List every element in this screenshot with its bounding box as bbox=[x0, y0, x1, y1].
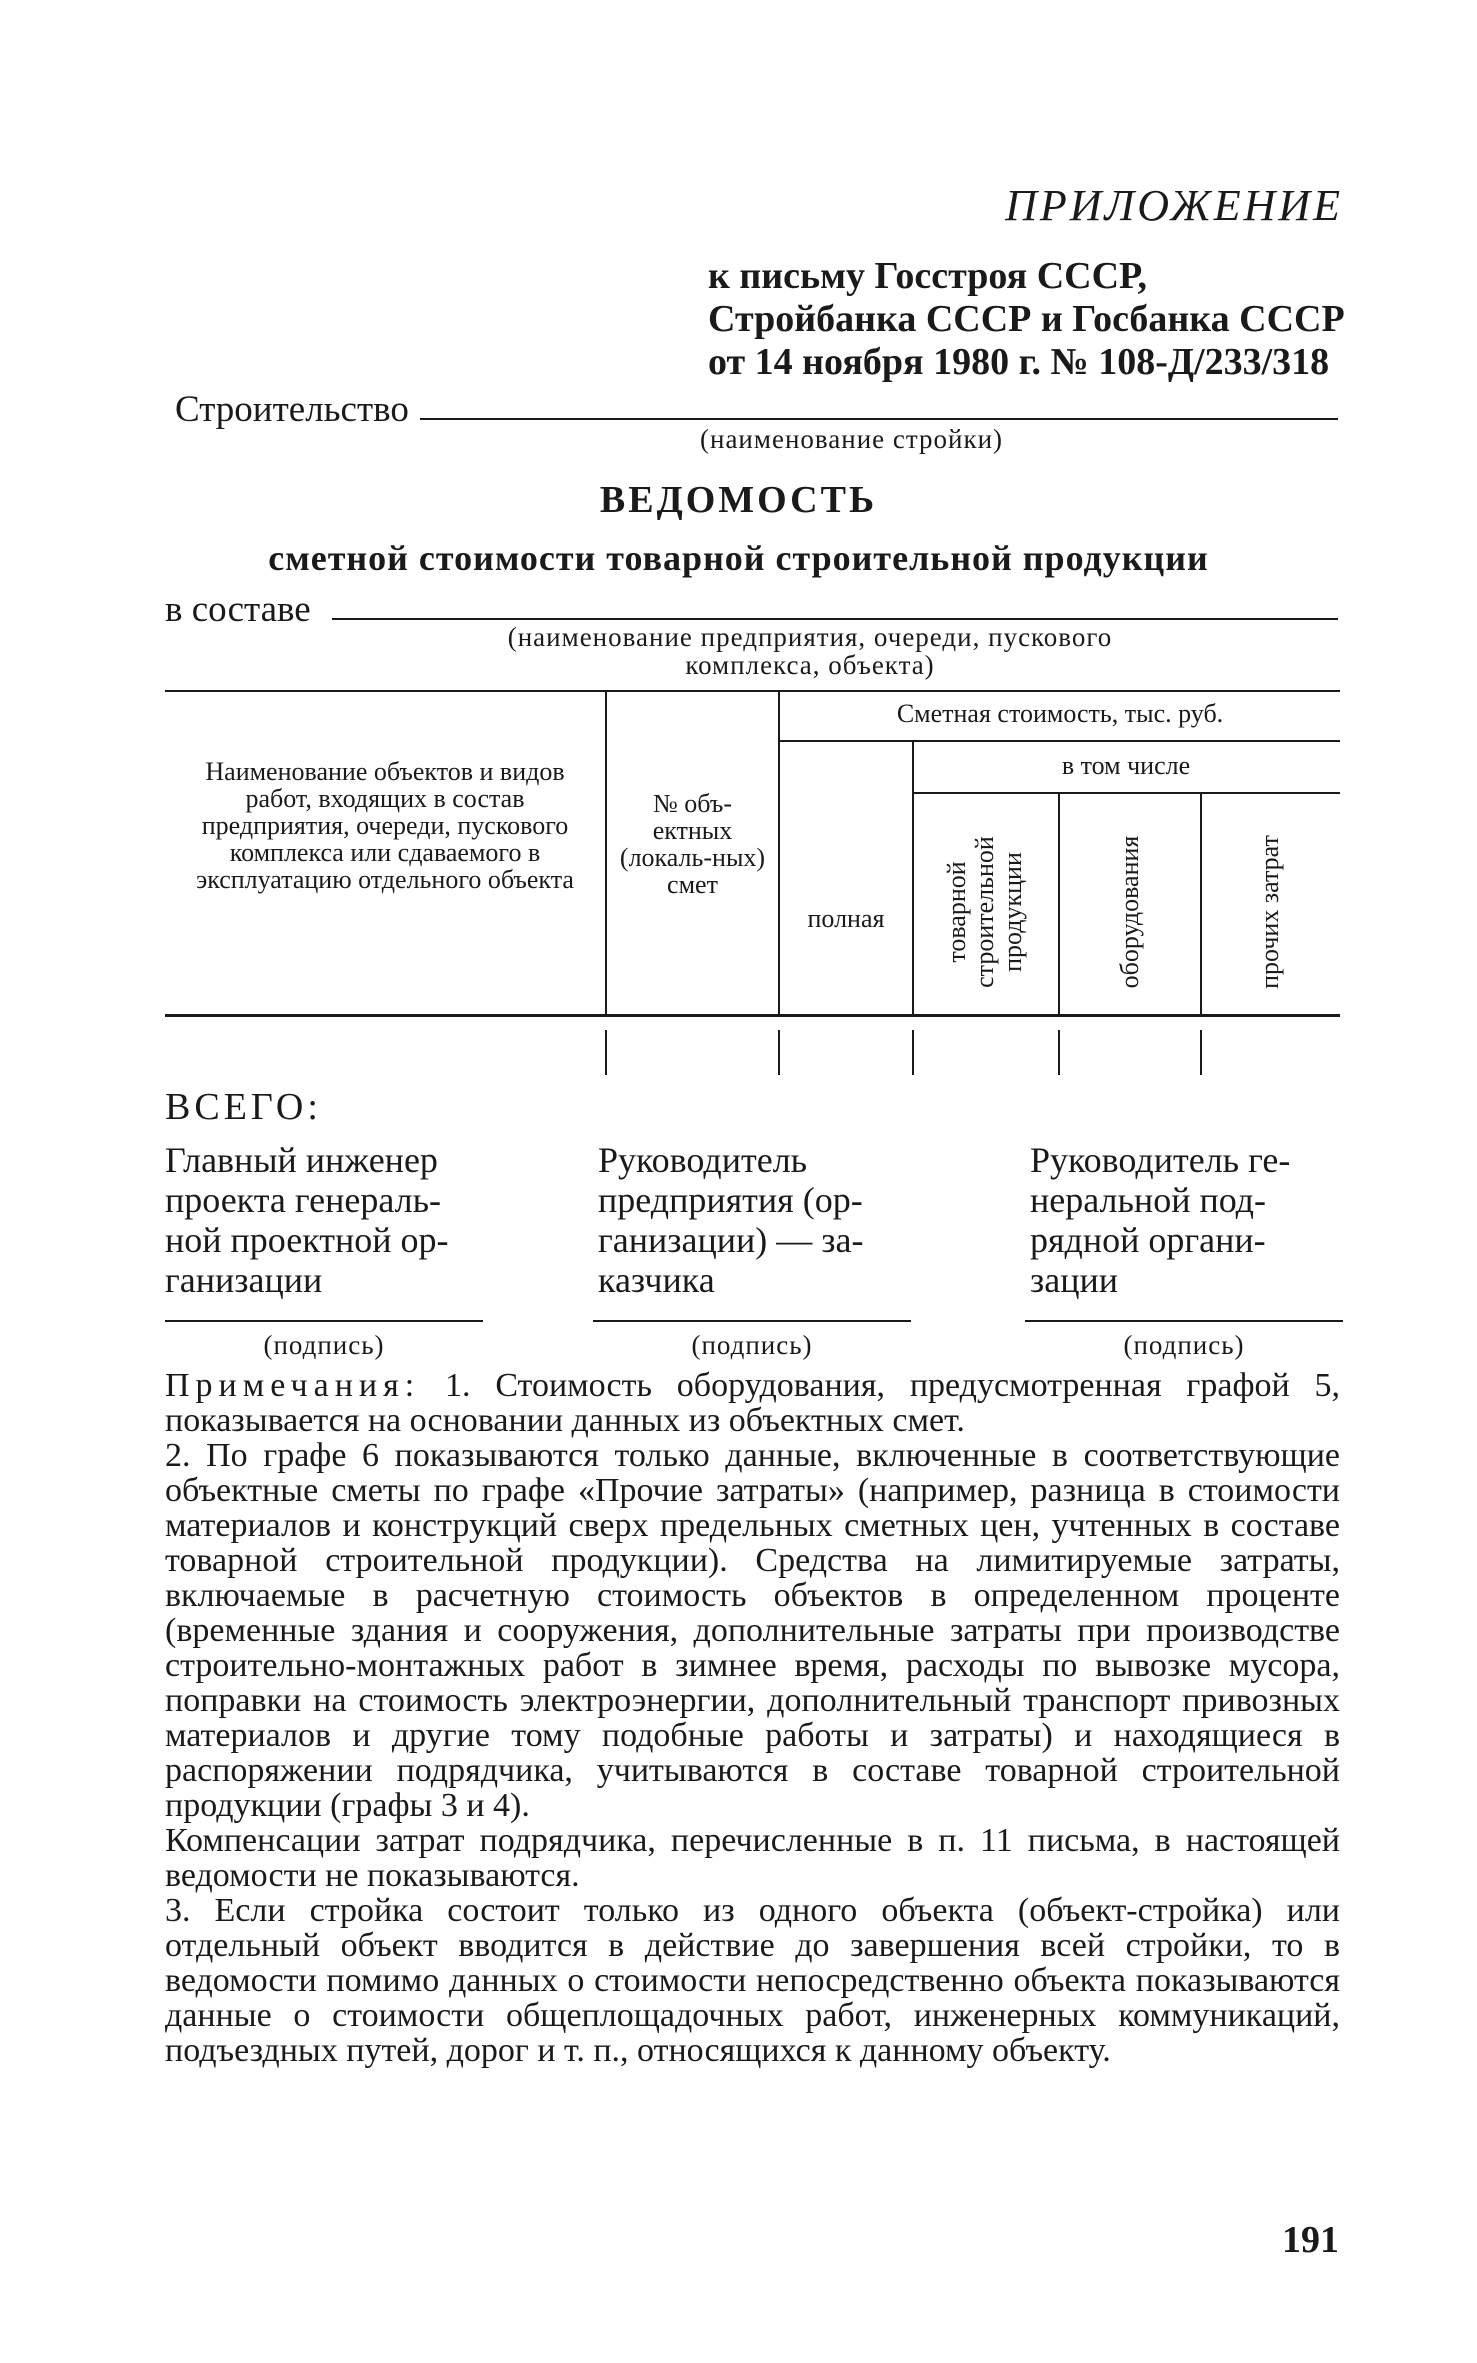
header-construction-products: товарной строительной продукции bbox=[942, 836, 1027, 988]
document-title: ВЕДОМОСТЬ bbox=[599, 479, 878, 521]
signature-chief-engineer: Главный инженер проекта генераль-ной проектной ор-ганизации bbox=[165, 1140, 449, 1300]
group-header-rule bbox=[778, 740, 1340, 742]
col-divider bbox=[912, 742, 914, 1017]
header-equipment: оборудования bbox=[1115, 835, 1144, 989]
document-subtitle: сметной стоимости товарной строительной продукции bbox=[268, 538, 1209, 578]
note-2-compensation: Компенсации затрат подрядчика, перечисленные в п. 11 письма, в настоящей ведомости не показываются. bbox=[165, 1822, 1340, 1894]
col-stub bbox=[1058, 1030, 1060, 1075]
note-1: 1. Стоимость оборудования, предусмотренная графой 5, показывается на основании данных из объектных смет. bbox=[165, 1367, 1340, 1439]
signature-contractor-head: Руководитель ге-неральной под-рядной органи-зации bbox=[1030, 1140, 1291, 1300]
note-2: 2. По графе 6 показываются только данные, включенные в соответствующие объектные сметы по графе «Прочие затраты» (например, разница в стоимости материалов и конструкций сверх предельных сметных цен, учтенных в составе товарной строительной продукции). Средства на лимитируемые затраты, включаемые в расчетную стоимость объектов в определенном проценте (временные здания и сооружения, дополнительные затраты при производстве строительно-монтажных работ в зимнее время, расходы по вывозке мусора, поправки на стоимость электроэнергии, дополнительный транспорт привозных материалов и другие тому подобные работы и затраты) и находящиеся в распоряжении подрядчика, учитываются в составе товарной строительной продукции (графы 3 и 4). bbox=[165, 1437, 1340, 1824]
header-full-cost: полная bbox=[807, 904, 885, 933]
header-including: в том числе bbox=[1061, 751, 1191, 780]
letter-reference-line: от 14 ноября 1980 г. № 108-Д/233/318 bbox=[708, 341, 1330, 383]
col-divider bbox=[778, 690, 780, 1017]
construction-fill-line bbox=[420, 418, 1338, 420]
notes-heading: Примечания: bbox=[165, 1367, 421, 1404]
header-object-name: Наименование объектов и видов работ, входящих в состав предприятия, очереди, пускового комплекса или сдаваемого в эксплуатацию отдельного объекта bbox=[196, 757, 574, 894]
notes-block bbox=[165, 1368, 1340, 2068]
header-other-costs: прочих затрат bbox=[1255, 835, 1284, 989]
col-stub bbox=[778, 1030, 780, 1075]
signature-line bbox=[1025, 1320, 1343, 1322]
table-top-rule bbox=[165, 690, 1340, 692]
col-divider bbox=[1200, 794, 1202, 1017]
header-estimated-cost: Сметная стоимость, тыс. руб. bbox=[896, 699, 1224, 728]
page-number: 191 bbox=[1282, 2219, 1339, 2261]
appendix-heading: ПРИЛОЖЕНИЕ bbox=[1005, 181, 1343, 230]
composition-fill-line bbox=[332, 618, 1338, 620]
construction-label: Строительство bbox=[175, 389, 409, 430]
signature-line bbox=[165, 1320, 483, 1322]
subgroup-header-rule bbox=[912, 792, 1340, 794]
letter-reference-line: к письму Госстроя СССР, bbox=[708, 255, 1147, 297]
signature-caption: (подпись) bbox=[1123, 1330, 1245, 1360]
composition-label: в составе bbox=[165, 589, 311, 630]
signature-caption: (подпись) bbox=[263, 1330, 385, 1360]
note-paragraph bbox=[165, 1368, 1340, 1438]
note-3: 3. Если стройка состоит только из одного объекта (объект-стройка) или отдельный объект вводится в действие до завершения всей стройки, то в ведомости помимо данных о стоимости непосредственно объекта показываются данные о стоимости общеплощадочных работ, инженерных коммуникаций, подъездных путей, дорог и т. п., относящихся к данному объекту. bbox=[165, 1892, 1340, 2069]
col-stub bbox=[605, 1030, 607, 1075]
construction-caption: (наименование стройки) bbox=[700, 424, 1004, 454]
table-header-bottom-rule bbox=[165, 1014, 1340, 1017]
col-divider bbox=[605, 690, 607, 1017]
col-stub bbox=[912, 1030, 914, 1075]
signature-caption: (подпись) bbox=[691, 1330, 813, 1360]
signature-customer-head: Руководитель предприятия (ор-ганизации) — за-казчика bbox=[598, 1140, 864, 1300]
composition-caption-line1: (наименование предприятия, очереди, пускового bbox=[507, 622, 1113, 652]
header-estimate-number: № объ-ектных (локаль-ных) смет bbox=[619, 789, 766, 899]
col-stub bbox=[1200, 1030, 1202, 1075]
col-divider bbox=[1058, 794, 1060, 1017]
letter-reference-line: Стройбанка СССР и Госбанка СССР bbox=[708, 298, 1345, 340]
total-label: ВСЕГО: bbox=[165, 1086, 322, 1128]
letter-reference bbox=[708, 255, 1345, 384]
signature-line bbox=[593, 1320, 911, 1322]
composition-caption-line2: комплекса, объекта) bbox=[685, 650, 935, 680]
